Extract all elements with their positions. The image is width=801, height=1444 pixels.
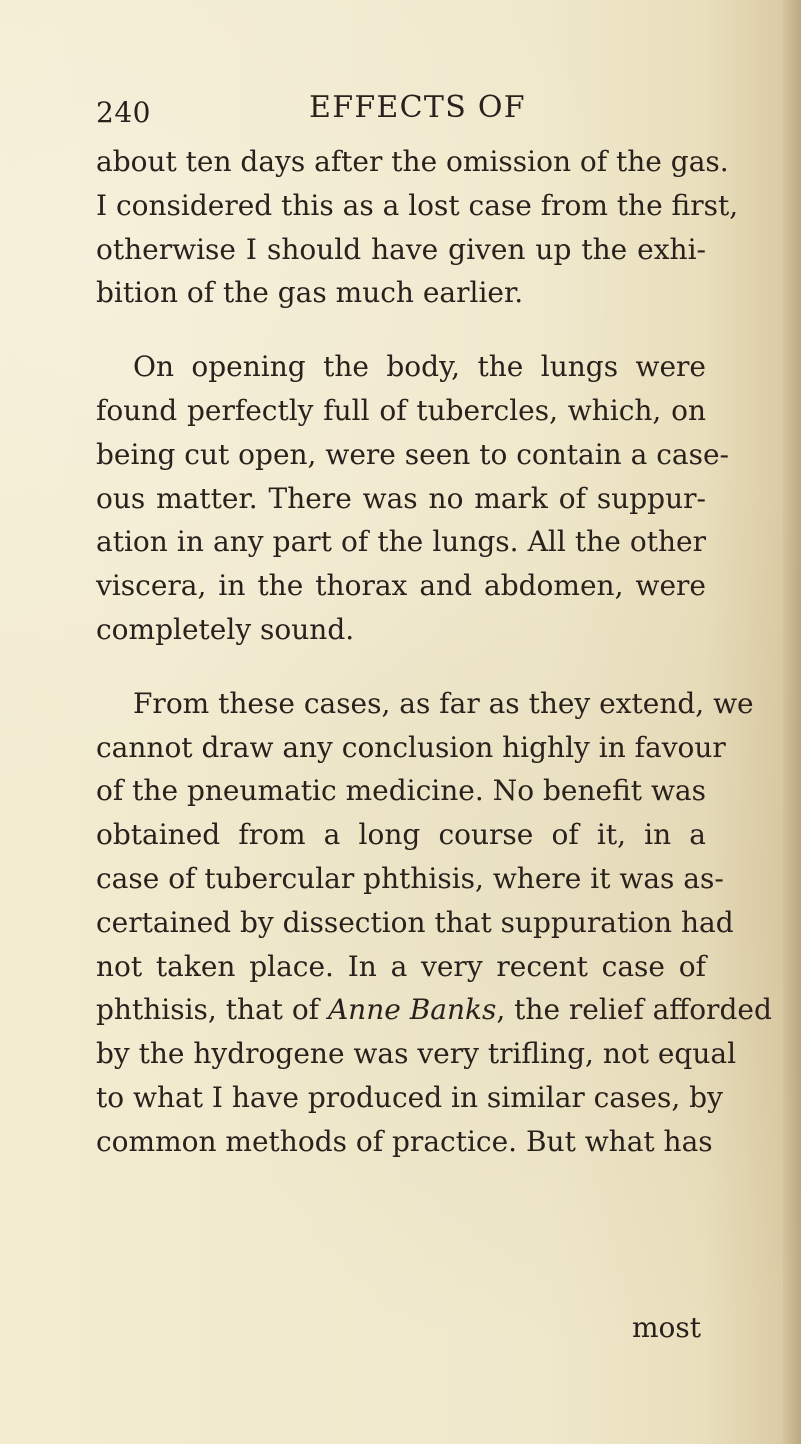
paragraph-2-line-4: ous matter. There was no mark of suppur- [96, 481, 706, 515]
paragraph-3-line-6: certained by dissection that suppuration had [96, 905, 734, 939]
paragraph-3-line-4: obtained from a long course of it, in a [96, 818, 706, 852]
page-number: 240 [96, 96, 151, 129]
paragraph-3-line-10: to what I have produced in similar cases, by [96, 1080, 723, 1114]
italic-line-after: , the relief afforded [496, 993, 772, 1027]
paragraph-gap [96, 652, 706, 682]
paragraph-3-line-2: cannot draw any conclusion highly in favour [96, 730, 726, 764]
paragraph-3-line-8 [96, 988, 772, 1032]
paragraph-2-line-7: completely sound. [96, 612, 355, 646]
paragraph-1-line-2: I considered this as a lost case from the first, [96, 188, 739, 222]
catchword: most [632, 1311, 702, 1344]
italic-name: Anne Banks [327, 993, 497, 1027]
paragraph-3-line-9: by the hydrogene was very trifling, not equal [96, 1037, 737, 1071]
paragraph-1-line-1: about ten days after the omission of the gas. [96, 145, 729, 178]
paragraph-gap [96, 315, 706, 345]
paragraph-3-line-1: From these cases, as far as they extend, we [133, 686, 754, 720]
italic-line-before: phthisis, that of [96, 993, 328, 1027]
paragraph-3-line-3: of the pneumatic medicine. No benefit was [96, 774, 706, 808]
running-header: EFFECTS OF [309, 90, 526, 125]
page-edge-shadow [783, 0, 801, 1444]
paragraph-2-line-2: found perfectly full of tubercles, which, on [96, 393, 706, 427]
body-text [96, 140, 772, 1164]
paragraph-2-line-6: viscera, in the thorax and abdomen, were [96, 569, 706, 603]
paragraph-1-line-3: otherwise I should have given up the exhi- [96, 232, 706, 266]
paragraph-3-line-7: not taken place. In a very recent case of [96, 949, 706, 983]
paragraph-3-line-5: case of tubercular phthisis, where it was as- [96, 861, 724, 895]
paragraph-2-line-3: being cut open, were seen to contain a case- [96, 437, 729, 471]
paragraph-2-line-5: ation in any part of the lungs. All the other [96, 525, 706, 559]
paragraph-1-line-4: bition of the gas much earlier. [96, 276, 524, 310]
paragraph-3-line-11: common methods of practice. But what has [96, 1124, 713, 1158]
paragraph-2-line-1: On opening the body, the lungs were [133, 350, 706, 384]
